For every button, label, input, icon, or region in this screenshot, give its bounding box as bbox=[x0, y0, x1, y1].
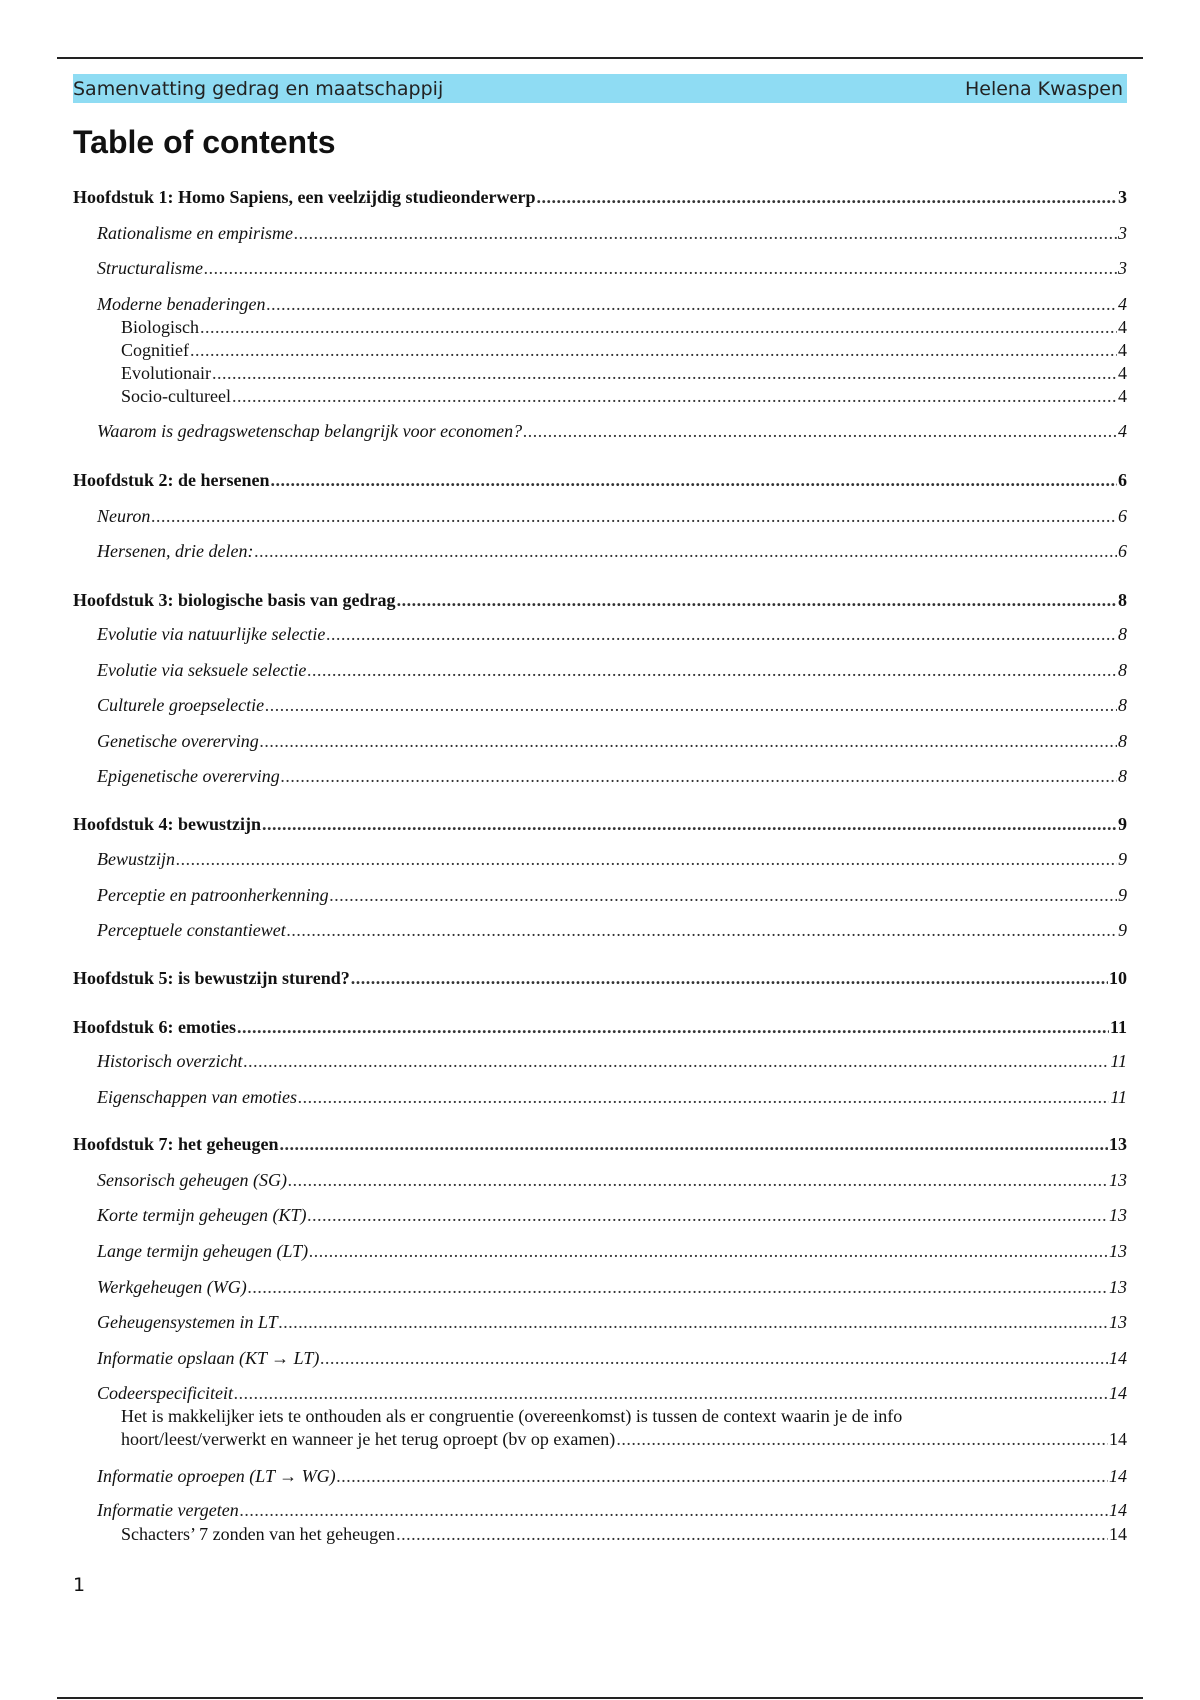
leader-dots bbox=[537, 187, 1117, 208]
toc-entry-section[interactable]: Informatie oproepen (LT → WG) ..... 14 bbox=[73, 1466, 1127, 1487]
leader-dots bbox=[330, 885, 1117, 906]
toc-entry-subsection[interactable]: Evolutionair ..... 4 bbox=[73, 363, 1127, 384]
leader-dots bbox=[288, 1170, 1108, 1191]
toc-entry-section[interactable]: Historisch overzicht ..... 11 bbox=[73, 1051, 1127, 1072]
toc-entry-chapter[interactable]: Hoofdstuk 4: bewustzijn ..... 9 bbox=[73, 814, 1127, 835]
leader-dots bbox=[260, 731, 1117, 752]
toc-entry-subsection[interactable]: Socio-cultureel ..... 4 bbox=[73, 386, 1127, 407]
leader-dots bbox=[266, 294, 1117, 315]
toc-entry-chapter[interactable]: Hoofdstuk 3: biologische basis van gedrag ..... 8 bbox=[73, 590, 1127, 611]
toc-entry-section[interactable]: Sensorisch geheugen (SG) ..... 13 bbox=[73, 1170, 1127, 1191]
leader-dots bbox=[396, 1524, 1108, 1545]
toc-entry-section[interactable]: Perceptuele constantiewet ..... 9 bbox=[73, 920, 1127, 941]
leader-dots bbox=[523, 421, 1117, 442]
toc-entry-section[interactable]: Informatie vergeten ..... 14 bbox=[73, 1500, 1127, 1521]
leader-dots bbox=[294, 223, 1117, 244]
page-number: 1 bbox=[73, 1574, 86, 1596]
toc-entry-section[interactable]: Culturele groepselectie ..... 8 bbox=[73, 695, 1127, 716]
toc-entry-subsection-line1: Het is makkelijker iets te onthouden als er congruentie (overeenkomst) is tussen de context waarin je de info bbox=[121, 1406, 903, 1426]
toc-entry-subsection[interactable]: Biologisch ..... 4 bbox=[73, 317, 1127, 338]
leader-dots bbox=[309, 1241, 1108, 1262]
leader-dots bbox=[307, 660, 1117, 681]
leader-dots bbox=[271, 470, 1117, 491]
toc-entry-chapter[interactable]: Hoofdstuk 6: emoties ..... 11 bbox=[73, 1017, 1127, 1038]
leader-dots bbox=[176, 849, 1117, 870]
toc-entry-subsection[interactable]: Schacters’ 7 zonden van het geheugen ..... 14 bbox=[73, 1524, 1127, 1545]
leader-dots bbox=[244, 1051, 1110, 1072]
leader-dots bbox=[234, 1383, 1108, 1404]
toc-title: Table of contents bbox=[73, 124, 336, 160]
leader-dots bbox=[151, 506, 1117, 527]
toc-entry-section[interactable]: Genetische overerving ..... 8 bbox=[73, 731, 1127, 752]
leader-dots bbox=[326, 624, 1117, 645]
leader-dots bbox=[307, 1205, 1108, 1226]
toc-entry-section[interactable]: Moderne benaderingen ..... 4 bbox=[73, 294, 1127, 315]
leader-dots bbox=[237, 1017, 1109, 1038]
toc-entry-section[interactable]: Werkgeheugen (WG) ..... 13 bbox=[73, 1277, 1127, 1298]
leader-dots bbox=[279, 1312, 1108, 1333]
leader-dots bbox=[280, 1134, 1108, 1155]
toc-entry-section[interactable]: Epigenetische overerving ..... 8 bbox=[73, 766, 1127, 787]
leader-dots bbox=[337, 1466, 1108, 1487]
leader-dots bbox=[287, 920, 1117, 941]
leader-dots bbox=[212, 363, 1117, 384]
leader-dots bbox=[351, 968, 1108, 989]
leader-dots bbox=[320, 1348, 1108, 1369]
header-title: Samenvatting gedrag en maatschappij bbox=[73, 77, 444, 100]
toc-entry-section[interactable]: Hersenen, drie delen: ..... 6 bbox=[73, 541, 1127, 562]
toc-entry-section[interactable]: Lange termijn geheugen (LT) ..... 13 bbox=[73, 1241, 1127, 1262]
toc-entry-section[interactable]: Evolutie via natuurlijke selectie ..... 8 bbox=[73, 624, 1127, 645]
header-author: Helena Kwaspen bbox=[964, 77, 1123, 100]
bottom-rule bbox=[57, 1697, 1143, 1699]
leader-dots bbox=[254, 541, 1117, 562]
page-header bbox=[73, 74, 1127, 103]
toc-entry-section[interactable]: Waarom is gedragswetenschap belangrijk voor economen? ..... 4 bbox=[73, 421, 1127, 442]
toc-entry-section[interactable]: Evolutie via seksuele selectie ..... 8 bbox=[73, 660, 1127, 681]
toc-entry-chapter[interactable]: Hoofdstuk 5: is bewustzijn sturend? ..... 10 bbox=[73, 968, 1127, 989]
toc-entry-section[interactable]: Geheugensystemen in LT ..... 13 bbox=[73, 1312, 1127, 1333]
leader-dots bbox=[190, 340, 1117, 361]
leader-dots bbox=[232, 386, 1117, 407]
leader-dots bbox=[248, 1277, 1108, 1298]
toc-entry-section[interactable]: Bewustzijn ..... 9 bbox=[73, 849, 1127, 870]
toc-entry-chapter[interactable]: Hoofdstuk 2: de hersenen ..... 6 bbox=[73, 470, 1127, 491]
toc-entry-chapter[interactable]: Hoofdstuk 1: Homo Sapiens, een veelzijdig studieonderwerp ..... 3 bbox=[73, 187, 1127, 208]
toc-entry-section[interactable]: Informatie opslaan (KT → LT) ..... 14 bbox=[73, 1348, 1127, 1369]
leader-dots bbox=[397, 590, 1117, 611]
leader-dots bbox=[204, 258, 1117, 279]
toc-entry-section[interactable]: Eigenschappen van emoties ..... 11 bbox=[73, 1087, 1127, 1108]
toc-entry-section[interactable]: Structuralisme ..... 3 bbox=[73, 258, 1127, 279]
toc-entry-section[interactable]: Perceptie en patroonherkenning ..... 9 bbox=[73, 885, 1127, 906]
toc-entry-section[interactable]: Codeerspecificiteit ..... 14 bbox=[73, 1383, 1127, 1404]
toc-entry-section[interactable]: Rationalisme en empirisme ..... 3 bbox=[73, 223, 1127, 244]
leader-dots bbox=[281, 766, 1117, 787]
toc-entry-subsection[interactable]: hoort/leest/verwerkt en wanneer je het terug oproept (bv op examen) ..... 14 bbox=[73, 1429, 1127, 1450]
leader-dots bbox=[616, 1429, 1108, 1450]
leader-dots bbox=[200, 317, 1117, 338]
toc-entry-section[interactable]: Korte termijn geheugen (KT) ..... 13 bbox=[73, 1205, 1127, 1226]
leader-dots bbox=[240, 1500, 1108, 1521]
toc-entry-subsection[interactable]: Cognitief ..... 4 bbox=[73, 340, 1127, 361]
toc-entry-chapter[interactable]: Hoofdstuk 7: het geheugen ..... 13 bbox=[73, 1134, 1127, 1155]
leader-dots bbox=[298, 1087, 1109, 1108]
top-rule bbox=[57, 57, 1143, 59]
leader-dots bbox=[262, 814, 1117, 835]
leader-dots bbox=[265, 695, 1117, 716]
toc-entry-section[interactable]: Neuron ..... 6 bbox=[73, 506, 1127, 527]
